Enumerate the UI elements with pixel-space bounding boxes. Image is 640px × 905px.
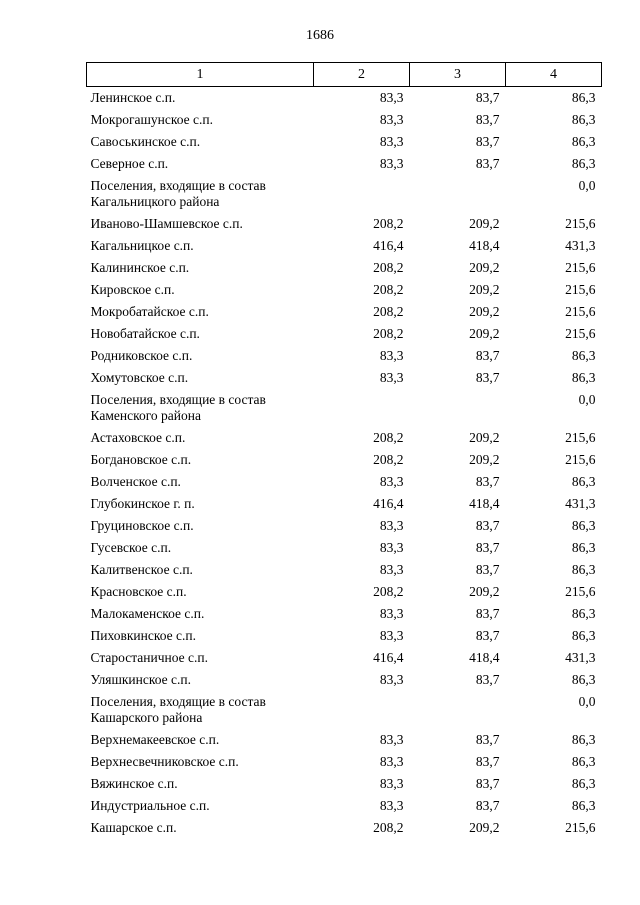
page-number: 1686 (306, 28, 334, 43)
value-col4-cell: 86,3 (571, 370, 596, 385)
value-col4-cell: 215,6 (565, 304, 596, 319)
table-row (87, 260, 602, 282)
settlement-name-cell: Поселения, входящие в состав Кашарского района (90, 694, 266, 725)
value-col4-cell: 86,3 (571, 90, 596, 105)
table-row (87, 87, 602, 113)
value-col2-cell: 208,2 (373, 326, 404, 341)
value-col4-cell: 86,3 (571, 156, 596, 171)
value-col4-cell: 215,6 (565, 326, 596, 341)
value-col3-cell: 83,7 (475, 474, 500, 489)
value-col3-cell (410, 694, 506, 732)
table-row (87, 326, 602, 348)
value-col4-cell: 215,6 (565, 584, 596, 599)
value-col4-cell: 215,6 (565, 260, 596, 275)
value-col2-cell: 83,3 (379, 672, 404, 687)
settlement-name-cell: Кировское с.п. (90, 282, 175, 297)
settlement-name-cell: Малокаменское с.п. (90, 606, 205, 621)
value-col4-cell: 86,3 (571, 540, 596, 555)
section-header-row (87, 694, 602, 732)
settlement-name-cell: Богдановское с.п. (90, 452, 192, 467)
value-col2-cell: 83,3 (379, 156, 404, 171)
table-row (87, 628, 602, 650)
table-row (87, 606, 602, 628)
value-col3-cell: 418,4 (469, 496, 500, 511)
settlement-name-cell: Мокробатайское с.п. (90, 304, 209, 319)
value-col3-cell: 83,7 (475, 90, 500, 105)
table-row (87, 474, 602, 496)
value-col4-cell: 86,3 (571, 672, 596, 687)
value-col2-cell: 83,3 (379, 732, 404, 747)
value-col3-cell: 209,2 (469, 282, 500, 297)
value-col2-cell: 416,4 (373, 650, 404, 665)
value-col2-cell: 208,2 (373, 584, 404, 599)
value-col2-cell: 208,2 (373, 452, 404, 467)
value-col2-cell: 208,2 (373, 216, 404, 231)
value-col3-cell: 83,7 (475, 672, 500, 687)
value-col2-cell: 83,3 (379, 776, 404, 791)
value-col4-cell: 215,6 (565, 216, 596, 231)
value-col3-cell: 418,4 (469, 238, 500, 253)
table-row (87, 216, 602, 238)
value-col2-cell: 208,2 (373, 282, 404, 297)
table-row (87, 370, 602, 392)
value-col3-cell: 83,7 (475, 798, 500, 813)
settlement-name-cell: Старостаничное с.п. (90, 650, 208, 665)
settlement-name-cell: Мокрогашунское с.п. (90, 112, 213, 127)
value-col3-cell: 209,2 (469, 820, 500, 835)
value-col2-cell: 83,3 (379, 370, 404, 385)
data-table (86, 62, 602, 842)
header-row (87, 63, 602, 87)
settlement-name-cell: Верхнемакеевское с.п. (90, 732, 220, 747)
value-col4-cell: 215,6 (565, 282, 596, 297)
value-col3-cell: 209,2 (469, 216, 500, 231)
value-col2-cell: 83,3 (379, 112, 404, 127)
value-col3-cell: 83,7 (475, 540, 500, 555)
settlement-name-cell: Глубокинское г. п. (90, 496, 195, 511)
settlement-name-cell: Верхнесвечниковское с.п. (90, 754, 239, 769)
table-row (87, 282, 602, 304)
settlement-name-cell: Поселения, входящие в состав Кагальницкого района (90, 178, 266, 209)
settlement-name-cell: Хомутовское с.п. (90, 370, 189, 385)
table-row (87, 156, 602, 178)
value-col3-cell: 209,2 (469, 260, 500, 275)
value-col2-cell (314, 392, 410, 430)
settlement-name-cell: Родниковское с.п. (90, 348, 193, 363)
value-col2-cell: 83,3 (379, 518, 404, 533)
value-col2-cell (314, 178, 410, 216)
value-col4-cell: 0,0 (578, 694, 596, 709)
value-col2-cell: 83,3 (379, 628, 404, 643)
value-col4-cell: 86,3 (571, 606, 596, 621)
value-col4-cell: 86,3 (571, 776, 596, 791)
table-row (87, 776, 602, 798)
settlement-name-cell: Иваново-Шамшевское с.п. (90, 216, 243, 231)
value-col2-cell: 208,2 (373, 820, 404, 835)
settlement-name-cell: Калитвенское с.п. (90, 562, 193, 577)
settlement-name-cell: Уляшкинское с.п. (90, 672, 191, 687)
table-row (87, 518, 602, 540)
settlement-name-cell: Калининское с.п. (90, 260, 190, 275)
table-row (87, 798, 602, 820)
value-col3-cell: 83,7 (475, 628, 500, 643)
value-col2-cell: 83,3 (379, 562, 404, 577)
value-col2-cell: 208,2 (373, 304, 404, 319)
column-header-4: 4 (506, 63, 602, 87)
value-col2-cell (314, 694, 410, 732)
table-row (87, 496, 602, 518)
value-col3-cell: 209,2 (469, 304, 500, 319)
table-row (87, 348, 602, 370)
value-col4-cell: 431,3 (565, 238, 596, 253)
table-row (87, 754, 602, 776)
table-row (87, 732, 602, 754)
table-row (87, 584, 602, 606)
table-row (87, 304, 602, 326)
value-col3-cell: 83,7 (475, 370, 500, 385)
value-col2-cell: 208,2 (373, 260, 404, 275)
table-row (87, 238, 602, 260)
settlement-name-cell: Индустриальное с.п. (90, 798, 210, 813)
value-col4-cell: 0,0 (578, 178, 596, 193)
value-col4-cell: 86,3 (571, 798, 596, 813)
value-col4-cell: 215,6 (565, 452, 596, 467)
value-col3-cell: 209,2 (469, 326, 500, 341)
settlement-name-cell: Северное с.п. (90, 156, 169, 171)
settlement-name-cell: Кашарское с.п. (90, 820, 177, 835)
column-header-1: 1 (87, 63, 314, 87)
value-col3-cell: 83,7 (475, 562, 500, 577)
settlement-name-cell: Пиховкинское с.п. (90, 628, 196, 643)
value-col3-cell: 83,7 (475, 112, 500, 127)
value-col4-cell: 215,6 (565, 820, 596, 835)
value-col3-cell: 83,7 (475, 776, 500, 791)
value-col3-cell: 83,7 (475, 518, 500, 533)
value-col3-cell: 83,7 (475, 348, 500, 363)
value-col3-cell: 209,2 (469, 452, 500, 467)
settlement-name-cell: Астаховское с.п. (90, 430, 186, 445)
value-col3-cell: 83,7 (475, 606, 500, 621)
table-row (87, 562, 602, 584)
settlement-name-cell: Волченское с.п. (90, 474, 181, 489)
value-col2-cell: 83,3 (379, 134, 404, 149)
value-col3-cell: 83,7 (475, 134, 500, 149)
value-col4-cell: 86,3 (571, 134, 596, 149)
value-col2-cell: 83,3 (379, 90, 404, 105)
settlement-name-cell: Кагальницкое с.п. (90, 238, 194, 253)
value-col4-cell: 86,3 (571, 474, 596, 489)
value-col4-cell: 86,3 (571, 562, 596, 577)
table-row (87, 452, 602, 474)
table-row (87, 820, 602, 842)
value-col4-cell: 431,3 (565, 496, 596, 511)
value-col2-cell: 83,3 (379, 540, 404, 555)
value-col2-cell: 83,3 (379, 754, 404, 769)
value-col2-cell: 83,3 (379, 474, 404, 489)
value-col4-cell: 431,3 (565, 650, 596, 665)
table-row (87, 540, 602, 562)
value-col2-cell: 83,3 (379, 348, 404, 363)
settlement-name-cell: Поселения, входящие в состав Каменского района (90, 392, 266, 423)
value-col4-cell: 86,3 (571, 518, 596, 533)
value-col2-cell: 416,4 (373, 238, 404, 253)
settlement-name-cell: Вяжинское с.п. (90, 776, 178, 791)
settlement-name-cell: Гусевское с.п. (90, 540, 172, 555)
value-col2-cell: 83,3 (379, 606, 404, 621)
value-col4-cell: 0,0 (578, 392, 596, 407)
table-body (87, 87, 602, 843)
value-col3-cell (410, 178, 506, 216)
table-row (87, 430, 602, 452)
value-col4-cell: 86,3 (571, 754, 596, 769)
settlement-name-cell: Груциновское с.п. (90, 518, 194, 533)
table-row (87, 112, 602, 134)
settlement-name-cell: Новобатайское с.п. (90, 326, 200, 341)
value-col4-cell: 86,3 (571, 628, 596, 643)
value-col3-cell: 209,2 (469, 584, 500, 599)
table-row (87, 672, 602, 694)
value-col3-cell: 83,7 (475, 754, 500, 769)
value-col2-cell: 416,4 (373, 496, 404, 511)
value-col4-cell: 86,3 (571, 112, 596, 127)
value-col3-cell: 83,7 (475, 732, 500, 747)
value-col4-cell: 86,3 (571, 732, 596, 747)
value-col3-cell: 418,4 (469, 650, 500, 665)
table-row (87, 650, 602, 672)
settlement-name-cell: Ленинское с.п. (90, 90, 176, 105)
value-col3-cell: 209,2 (469, 430, 500, 445)
settlement-name-cell: Савоськинское с.п. (90, 134, 201, 149)
section-header-row (87, 392, 602, 430)
settlement-name-cell: Красновское с.п. (90, 584, 187, 599)
section-header-row (87, 178, 602, 216)
value-col4-cell: 215,6 (565, 430, 596, 445)
value-col4-cell: 86,3 (571, 348, 596, 363)
value-col2-cell: 208,2 (373, 430, 404, 445)
value-col3-cell: 83,7 (475, 156, 500, 171)
table-row (87, 134, 602, 156)
value-col2-cell: 83,3 (379, 798, 404, 813)
column-header-3: 3 (410, 63, 506, 87)
column-header-2: 2 (314, 63, 410, 87)
value-col3-cell (410, 392, 506, 430)
